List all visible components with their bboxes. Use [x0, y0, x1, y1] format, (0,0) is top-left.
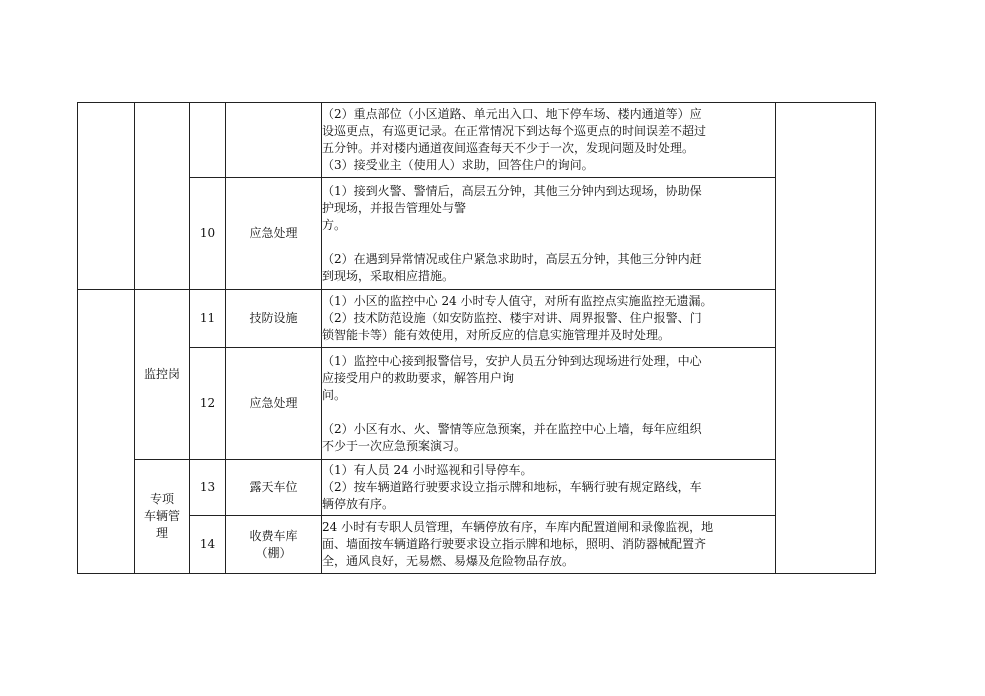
- content-line: 锁智能卡等）能有效使用，对所反应的信息实施管理并及时处理。: [322, 328, 671, 342]
- content-cell: [322, 460, 776, 516]
- item-name-cell: [226, 516, 322, 574]
- number-cell: [190, 103, 226, 178]
- content-line: 设巡更点，有巡更记录。在正常情况下到达每个巡更点的时间误差不超过: [322, 124, 707, 138]
- group-name: 理: [155, 526, 168, 540]
- item-name: （棚）: [255, 545, 292, 560]
- group-cell: [135, 103, 190, 290]
- content-line: 24 小时有专职人员管理，车辆停放有序，车库内配置道闸和录像监视，地: [322, 520, 714, 534]
- standards-table: [77, 102, 876, 574]
- table-row: [78, 103, 876, 178]
- group-name: 车辆管: [143, 509, 180, 523]
- table-row: [78, 348, 876, 460]
- content-line: 到现场，采取相应措施。: [322, 268, 455, 283]
- content-line: 不少于一次应急预案演习。: [322, 438, 467, 453]
- paragraph-gap: [322, 404, 775, 421]
- blank-column-cell: [78, 103, 135, 290]
- content-cell: [322, 348, 776, 460]
- content-line: （2）小区有水、火、警情等应急预案，并在监控中心上墙，每年应组织: [322, 421, 702, 436]
- number-cell: 12: [190, 348, 226, 460]
- content-line: （1）接到火警、警情后，高层五分钟，其他三分钟内到达现场，协助保: [322, 183, 702, 198]
- item-name-cell: [226, 290, 322, 348]
- content-line: 问。: [322, 387, 347, 402]
- table-row: [78, 460, 876, 516]
- item-name: 技防设施: [249, 311, 298, 325]
- content-line: 全，通风良好，无易燃、易爆及危险物品存放。: [322, 554, 575, 568]
- item-name: 应急处理: [249, 396, 298, 410]
- group-cell: [135, 460, 190, 574]
- table-row: [78, 290, 876, 348]
- table-row: [78, 516, 876, 574]
- item-name: 露天车位: [249, 480, 298, 494]
- number-cell: 13: [190, 460, 226, 516]
- paragraph-gap: [322, 234, 775, 251]
- content-line: （2）技术防范设施（如安防监控、楼宇对讲、周界报警、住户报警、门: [322, 311, 702, 325]
- group-name: 专项: [149, 492, 174, 506]
- number-cell: 10: [190, 178, 226, 290]
- number-cell: 11: [190, 290, 226, 348]
- content-line: （2）按车辆道路行驶要求设立指示牌和地标，车辆行驶有规定路线，车: [322, 480, 702, 494]
- blank-column-cell: [78, 290, 135, 574]
- item-name-cell: [226, 460, 322, 516]
- content-cell: [322, 103, 776, 178]
- content-line: 五分钟。并对楼内通道夜间巡查每天不少于一次，发现问题及时处理。: [322, 141, 695, 155]
- content-line: （1）监控中心接到报警信号，安护人员五分钟到达现场进行处理，中心: [322, 353, 702, 368]
- content-line: （1）有人员 24 小时巡视和引导停车。: [322, 463, 533, 477]
- item-name: 应急处理: [249, 226, 298, 240]
- content-line: 面、墙面按车辆道路行驶要求设立指示牌和地标，照明、消防器械配置齐: [322, 537, 707, 551]
- item-name-cell: [226, 348, 322, 460]
- content-line: 应接受用户的救助要求，解答用户询: [322, 370, 515, 385]
- content-line: 辆停放有序。: [322, 497, 395, 511]
- content-line: （2）在遇到异常情况或住户紧急求助时，高层五分钟，其他三分钟内赶: [322, 251, 702, 266]
- number-cell: 14: [190, 516, 226, 574]
- content-cell: [322, 516, 776, 574]
- group-cell: 监控岗: [135, 290, 190, 460]
- content-line: 方。: [322, 217, 347, 232]
- content-line: （2）重点部位（小区道路、单元出入口、地下停车场、楼内通道等）应: [322, 107, 702, 121]
- item-name: 收费车库: [249, 528, 298, 543]
- content-line: （3）接受业主（使用人）求助，回答住户的询问。: [322, 158, 594, 172]
- content-cell: [322, 290, 776, 348]
- item-name-cell: [226, 178, 322, 290]
- item-name-cell: [226, 103, 322, 178]
- content-line: （1）小区的监控中心 24 小时专人值守，对所有监控点实施监控无遗漏。: [322, 294, 713, 308]
- blank-column-cell: [776, 103, 876, 574]
- content-cell: [322, 178, 776, 290]
- table-row: [78, 178, 876, 290]
- content-line: 护现场，并报告管理处与警: [322, 200, 467, 215]
